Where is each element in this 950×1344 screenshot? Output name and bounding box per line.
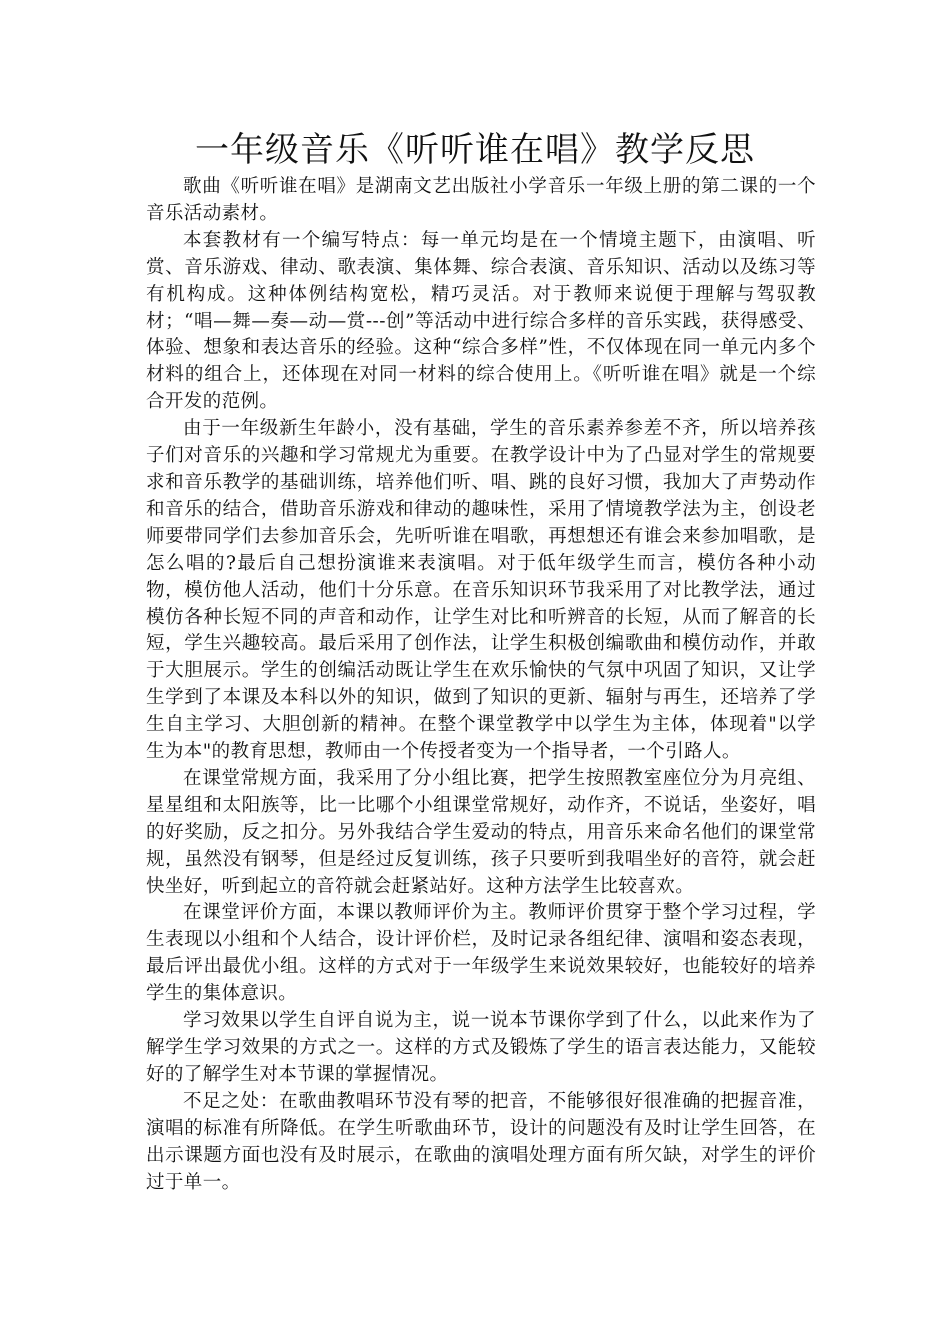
- paragraph-intro: 歌曲《听听谁在唱》是湖南文艺出版社小学音乐一年级上册的第二课的一个音乐活动素材。: [146, 176, 816, 224]
- document-body: [146, 174, 816, 1196]
- document-title: 一年级音乐《听听谁在唱》教学反思: [195, 130, 755, 170]
- paragraph-classroom-evaluation: 在课堂评价方面，本课以教师评价为主。教师评价贯穿于整个学习过程，学生表现以小组和个人结合，设计评价栏，及时记录各组纪律、演唱和姿态表现，最后评出最优小组。这样的方式对于一年级学生来说效果较好，也能较好的培养学生的集体意识。: [146, 902, 816, 1005]
- paragraph-learning-effect: 学习效果以学生自评自说为主，说一说本节课你学到了什么，以此来作为了解学生学习效果的方式之一。这样的方式及锻炼了学生的语言表达能力，又能较好的了解学生对本节课的掌握情况。: [146, 1010, 816, 1085]
- paragraph-classroom-routine: 在课堂常规方面，我采用了分小组比赛，把学生按照教室座位分为月亮组、星星组和太阳族等，比一比哪个小组课堂常规好，动作齐，不说话，坐姿好，唱的好奖励，反之扣分。另外我结合学生爱动的特点，用音乐来命名他们的课堂常规，虽然没有钢琴，但是经过反复训练，孩子只要听到我唱坐好的音符，就会赶快坐好，听到起立的音符就会赶紧站好。这种方法学生比较喜欢。: [146, 767, 816, 897]
- paragraph-shortcomings: 不足之处：在歌曲教唱环节没有琴的把音，不能够很好很准确的把握音准，演唱的标准有所降低。在学生听歌曲环节，设计的问题没有及时让学生回答，在出示课题方面也没有及时展示，在歌曲的演唱处理方面有所欠缺，对学生的评价过于单一。: [146, 1090, 816, 1193]
- paragraph-textbook-features: 本套教材有一个编写特点：每一单元均是在一个情境主题下，由演唱、听赏、音乐游戏、律动、歌表演、集体舞、综合表演、音乐知识、活动以及练习等有机构成。这种体例结构宽松，精巧灵活。对于教师来说便于理解与驾驭教材；“唱—舞—奏—动—赏---创”等活动中进行综合多样的音乐实践，获得感受、体验、想象和表达音乐的经验。这种“综合多样”性，不仅体现在同一单元内多个材料的组合上，还体现在对同一材料的综合使用上。《听听谁在唱》就是一个综合开发的范例。: [146, 229, 816, 413]
- paragraph-teaching-design: 由于一年级新生年龄小，没有基础，学生的音乐素养参差不齐，所以培养孩子们对音乐的兴趣和学习常规尤为重要。在教学设计中为了凸显对学生的常规要求和音乐教学的基础训练，培养他们听、唱、跳的良好习惯，我加大了声势动作和音乐的结合，借助音乐游戏和律动的趣味性，采用了情境教学法为主，创设老师要带同学们去参加音乐会，先听听谁在唱歌，再想想还有谁会来参加唱歌，是怎么唱的?最后自己想扮演谁来表演唱。对于低年级学生而言，模仿各种小动物，模仿他人活动，他们十分乐意。在音乐知识环节我采用了对比教学法，通过模仿各种长短不同的声音和动作，让学生对比和听辨音的长短，从而了解音的长短，学生兴趣较高。最后采用了创作法，让学生积极创编歌曲和模仿动作，并敢于大胆展示。学生的创编活动既让学生在欢乐愉快的气氛中巩固了知识，又让学生学到了本课及本科以外的知识，做到了知识的更新、辐射与再生，还培养了学生自主学习、大胆创新的精神。在整个课堂教学中以学生为主体，体现着"以学生为本"的教育思想，教师由一个传授者变为一个指导者，一个引路人。: [146, 418, 816, 763]
